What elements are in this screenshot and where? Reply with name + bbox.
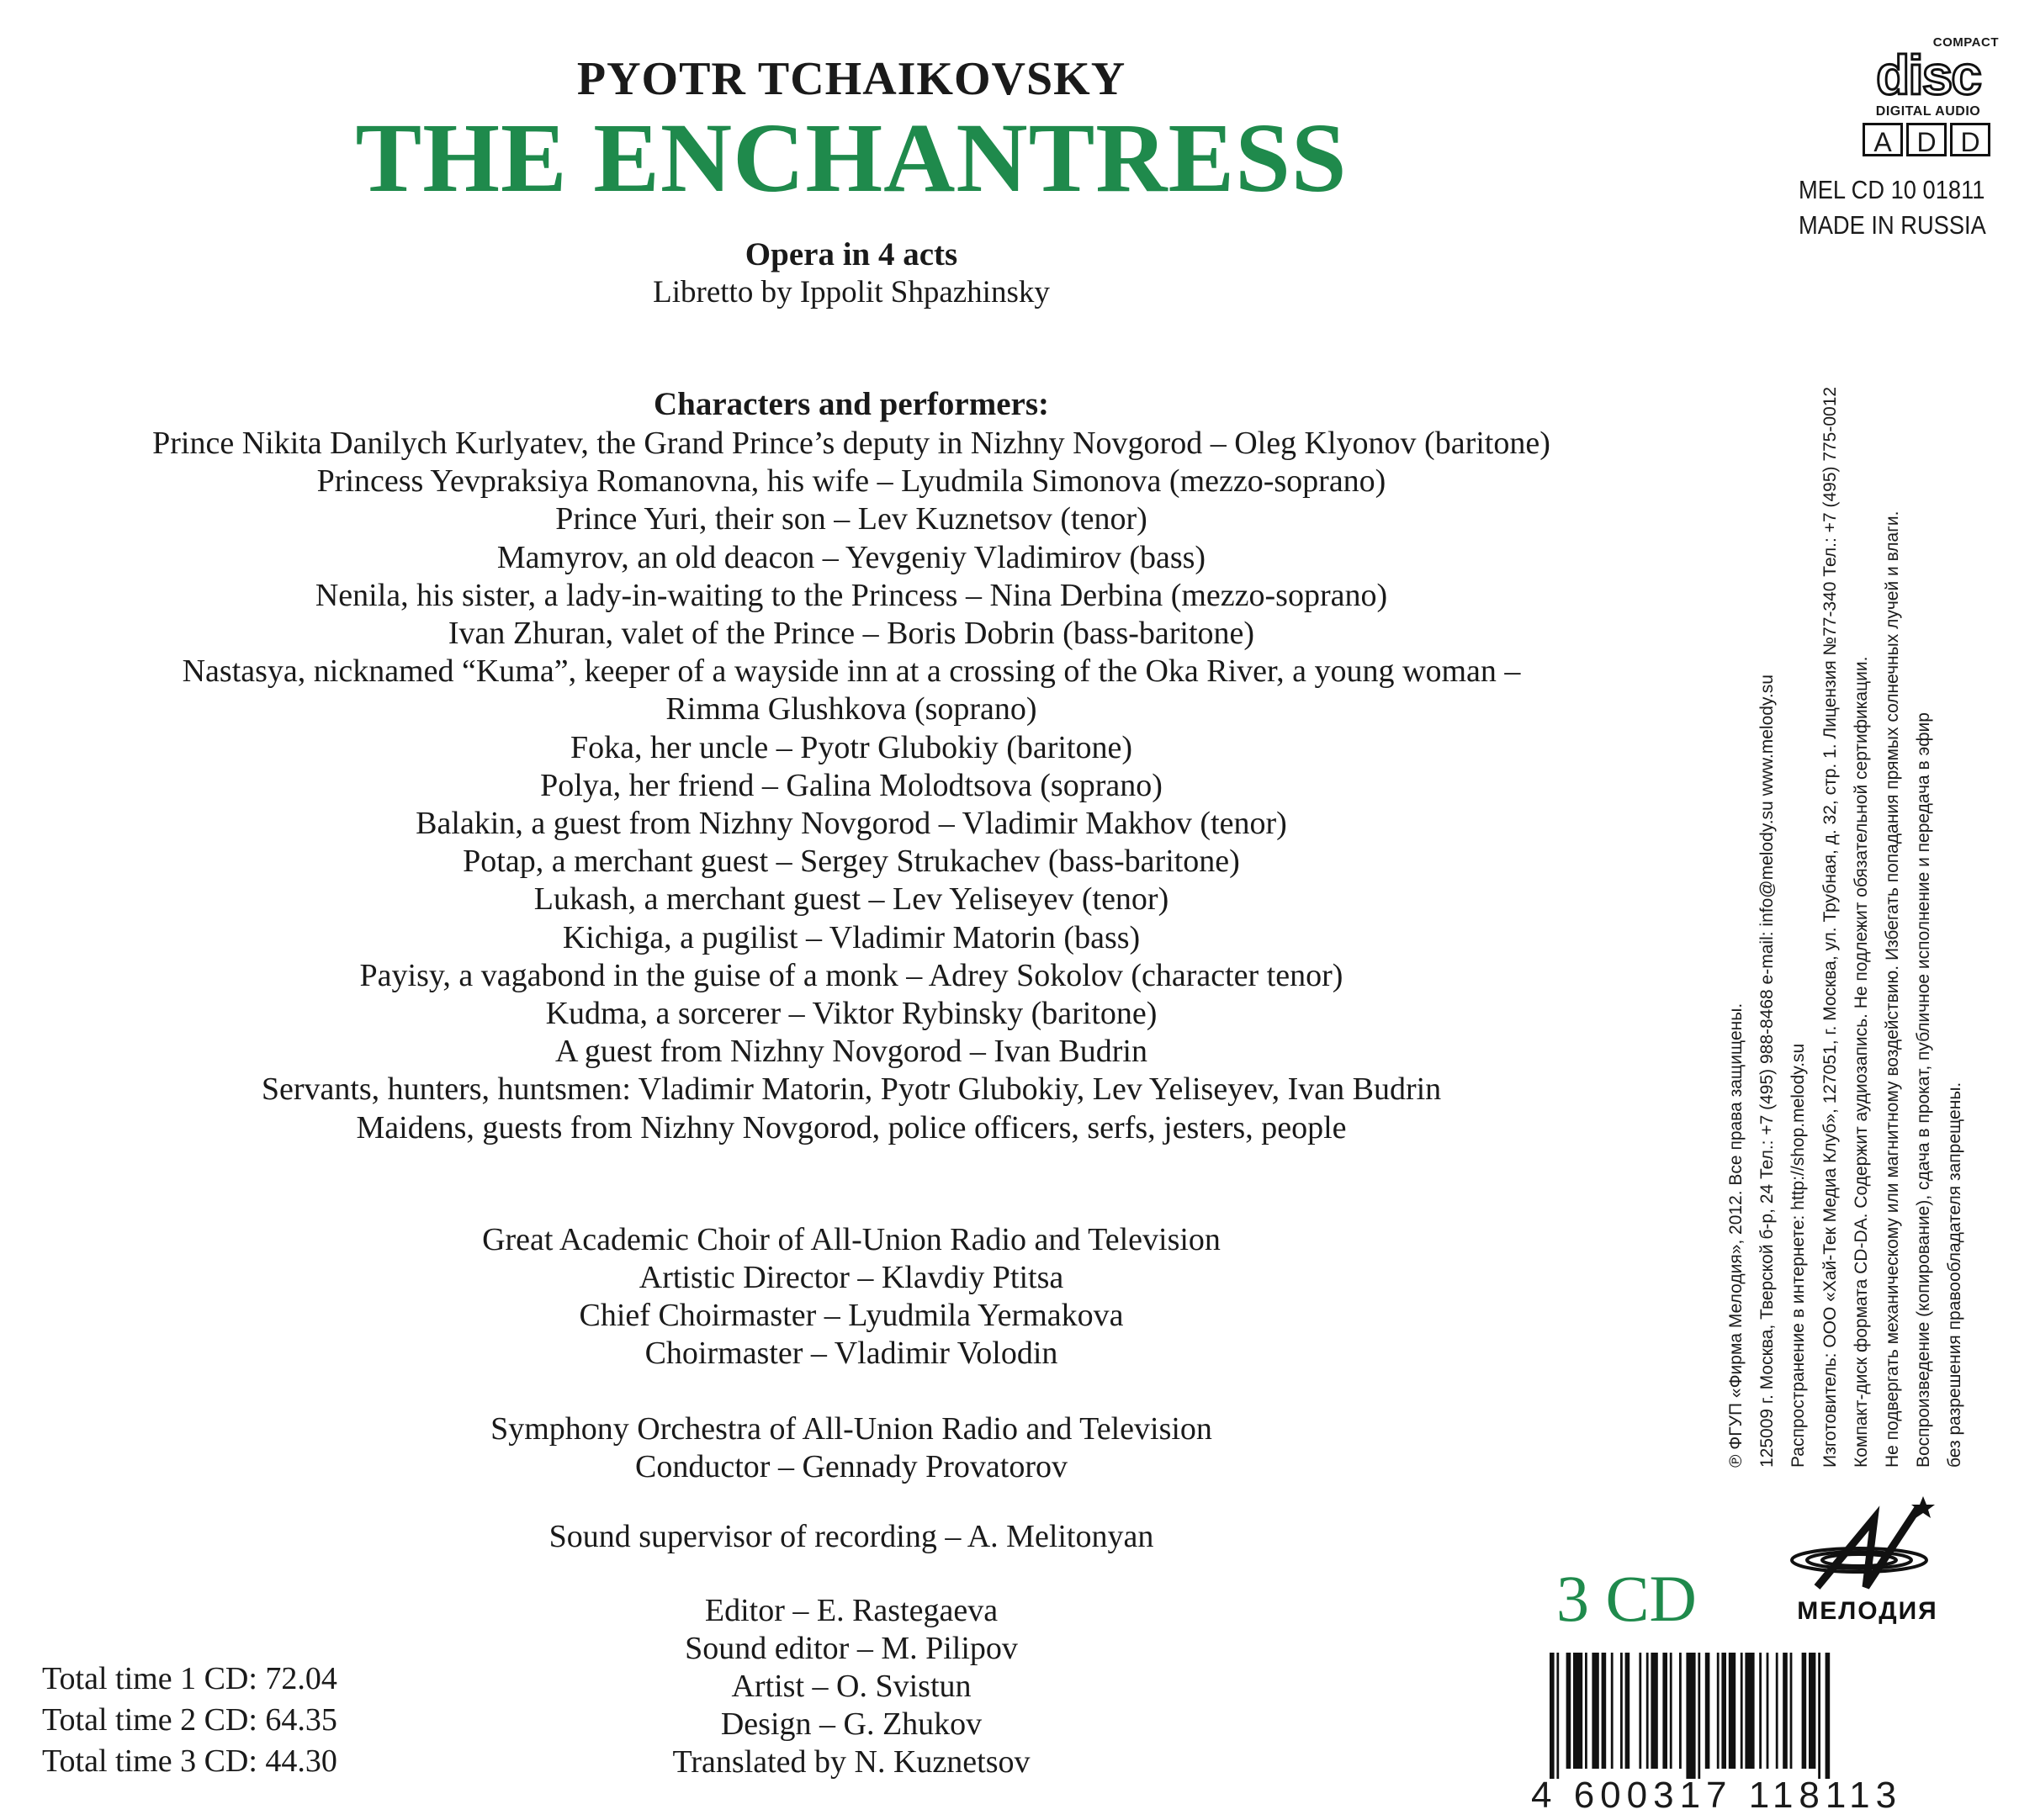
- choir-line: Great Academic Choir of All-Union Radio and Television: [482, 1222, 1221, 1257]
- orchestra-line: Conductor – Gennady Provatorov: [635, 1449, 1068, 1484]
- sparscode-boxes: [1863, 123, 1990, 156]
- legal-line: 125009 г. Москва, Тверской б-р, 24 Тел.: +7 (495) 988-8468 e-mail: info@melody.su www.melody.su: [1757, 675, 1778, 1468]
- cd-logo-digital-audio: DIGITAL AUDIO: [1875, 104, 1981, 119]
- barcode-bar: [1662, 1653, 1667, 1769]
- barcode-bar: [1826, 1653, 1831, 1779]
- barcode-bar: [1745, 1653, 1754, 1769]
- catalog-number: MEL CD 10 01811: [1799, 175, 1985, 204]
- credit-line: Editor – E. Rastegaeva: [704, 1593, 999, 1628]
- orchestra-credits: [0, 1410, 1703, 1486]
- sparscode-letter: A: [1863, 123, 1903, 156]
- legal-line: Распространение в интернете: http://shop.melody.su: [1788, 1043, 1809, 1468]
- barcode-bar: [1705, 1653, 1710, 1769]
- barcode: [1531, 1653, 2002, 1779]
- cast-line: Lukash, a merchant guest – Lev Yeliseyev (tenor): [533, 881, 1169, 918]
- cast-line: Nastasya, nicknamed “Kuma”, keeper of a wayside inn at a crossing of the Oka River, a young woman –: [182, 653, 1521, 690]
- cast-line: Rimma Glushkova (soprano): [665, 691, 1037, 727]
- orchestra-line: Symphony Orchestra of All-Union Radio and Television: [490, 1411, 1212, 1447]
- barcode-bar: [1670, 1653, 1672, 1769]
- cast-line: Prince Nikita Danilych Kurlyatev, the Grand Prince’s deputy in Nizhny Novgorod – Oleg Klyonov (baritone): [152, 426, 1550, 461]
- credit-line: Artist – O. Svistun: [731, 1669, 972, 1704]
- barcode-bar: [1679, 1653, 1682, 1769]
- barcode-bar: [1602, 1653, 1607, 1769]
- cast-line: Balakin, a guest from Nizhny Novgorod – Vladimir Makhov (tenor): [416, 806, 1287, 842]
- barcode-bar: [1783, 1653, 1788, 1769]
- composer-name: PYOTR TCHAIKOVSKY: [576, 53, 1126, 105]
- sound-supervisor: Sound supervisor of recording – A. Melitonyan: [548, 1519, 1154, 1554]
- credit-line: Translated by N. Kuznetsov: [672, 1744, 1031, 1780]
- legal-line: Компакт-диск формата CD-DA. Содержит аудиозапись. Не подлежит обязательной сертификации.: [1851, 656, 1871, 1468]
- barcode-bar: [1717, 1653, 1720, 1769]
- cd-logo-disc: disc: [1875, 44, 1981, 106]
- barcode-bar: [1573, 1653, 1582, 1769]
- total-time-line: Total time 1 CD: 72.04: [42, 1661, 337, 1696]
- cast-list: [0, 425, 1703, 1147]
- cast-line: Servants, hunters, huntsmen: Vladimir Matorin, Pyotr Glubokiy, Lev Yeliseyev, Ivan Budrin: [261, 1071, 1442, 1108]
- barcode-bar: [1729, 1653, 1735, 1769]
- melodia-label: МЕЛОДИЯ: [1797, 1597, 1938, 1625]
- cast-line: Polya, her friend – Galina Molodtsova (soprano): [540, 767, 1163, 803]
- choir-line: Artistic Director – Klavdiy Ptitsa: [639, 1260, 1064, 1295]
- cast-line: Payisy, a vagabond in the guise of a monk – Adrey Sokolov (character tenor): [359, 957, 1343, 993]
- sparscode-letter: D: [1906, 123, 1947, 156]
- barcode-bar: [1790, 1653, 1793, 1769]
- legal-line: Воспроизведение (копирование), сдача в прокат, публичное исполнение и передача в эфир: [1914, 712, 1934, 1468]
- cast-line: Ivan Zhuran, valet of the Prince – Boris Dobrin (bass-baritone): [448, 616, 1255, 652]
- cast-line: Foka, her uncle – Pyotr Glubokiy (baritone): [570, 729, 1133, 765]
- opera-subtitle: Opera in 4 acts: [745, 236, 958, 272]
- cast-line: Princess Yevpraksiya Romanovna, his wife – Lyudmila Simonova (mezzo-soprano): [316, 463, 1386, 500]
- barcode-bar: [1741, 1653, 1743, 1769]
- barcode-bar: [1566, 1653, 1571, 1769]
- barcode-bars-icon: [1531, 1653, 2002, 1779]
- barcode-bar: [1556, 1653, 1559, 1779]
- cast-line: Prince Yuri, their son – Lev Kuznetsov (tenor): [555, 501, 1147, 537]
- cast-line: Maidens, guests from Nizhny Novgorod, police officers, serfs, jesters, people: [356, 1109, 1347, 1145]
- barcode-bar: [1550, 1653, 1555, 1779]
- barcode-bar: [1611, 1653, 1614, 1769]
- cd-logo-compact: COMPACT: [1932, 35, 1999, 50]
- choir-line: Chief Choirmaster – Lyudmila Yermakova: [579, 1298, 1124, 1333]
- legal-line: Не подвергать механическому или магнитному воздействию. Избегать попадания прямых солнечных лучей и влаги.: [1883, 511, 1903, 1468]
- album-title: THE ENCHANTRESS: [355, 103, 1348, 213]
- cast-line: Mamyrov, an old deacon – Yevgeniy Vladimirov (bass): [496, 539, 1206, 575]
- barcode-bar: [1698, 1653, 1700, 1779]
- catalog-info: [1799, 172, 1986, 243]
- barcode-bar: [1592, 1653, 1598, 1769]
- barcode-bar: [1686, 1653, 1695, 1779]
- barcode-bar: [1585, 1653, 1587, 1769]
- barcode-bar: [1721, 1653, 1726, 1769]
- cast-line: Potap, a merchant guest – Sergey Strukachev (bass-baritone): [463, 844, 1240, 880]
- barcode-bar: [1809, 1653, 1815, 1769]
- barcode-bar: [1818, 1653, 1820, 1779]
- barcode-bar: [1625, 1653, 1630, 1769]
- melodia-logo: [1767, 1493, 1969, 1636]
- legal-line: Изготовитель: ООО «Хай-Тек Медиа Клуб», 127051, г. Москва, ул. Трубная, д. 32, стр. 1. Лицензия №77-340 Тел.: +7 (495) 775-0012: [1820, 386, 1840, 1468]
- credit-line: Sound editor – M. Pilipov: [685, 1631, 1018, 1666]
- cast-line: Nenila, his sister, a lady-in-waiting to the Princess – Nina Derbina (mezzo-soprano): [315, 577, 1388, 613]
- cast-line: Kichiga, a pugilist – Vladimir Matorin (bass): [562, 919, 1141, 955]
- barcode-bar: [1639, 1653, 1641, 1769]
- total-time-line: Total time 3 CD: 44.30: [42, 1743, 337, 1779]
- legal-line: ℗ ФГУП «Фирма Мелодия», 2012. Все права защищены.: [1726, 1003, 1746, 1468]
- total-times: [42, 1659, 337, 1782]
- barcode-bar: [1776, 1653, 1778, 1769]
- sparscode-letter: D: [1950, 123, 1990, 156]
- melodia-emblem-icon: [1767, 1493, 1969, 1636]
- cast-line: Kudma, a sorcerer – Viktor Rybinsky (baritone): [545, 996, 1158, 1032]
- legal-notice: [1720, 273, 1971, 1468]
- cast-line: A guest from Nizhny Novgorod – Ivan Budrin: [555, 1034, 1147, 1070]
- barcode-bar: [1620, 1653, 1623, 1769]
- barcode-digits: 4 600317 118113: [1531, 1775, 1903, 1816]
- credit-line: Design – G. Zhukov: [720, 1706, 983, 1742]
- total-time-line: Total time 2 CD: 64.35: [42, 1702, 337, 1738]
- barcode-bar: [1767, 1653, 1769, 1769]
- libretto-credit: Libretto by Ippolit Shpazhinsky: [653, 275, 1050, 310]
- compact-disc-logo: [1857, 35, 1999, 163]
- barcode-bar: [1802, 1653, 1807, 1769]
- choir-credits: [0, 1221, 1703, 1373]
- characters-heading: Characters and performers:: [653, 386, 1050, 422]
- legal-line: без разрешения правообладателя запрещены.: [1945, 1082, 1965, 1468]
- country-of-origin: MADE IN RUSSIA: [1799, 210, 1986, 240]
- barcode-bar: [1651, 1653, 1657, 1769]
- barcode-bar: [1759, 1653, 1762, 1769]
- barcode-bar: [1646, 1653, 1649, 1769]
- disc-count: 3 CD: [1556, 1562, 1697, 1635]
- choir-line: Choirmaster – Vladimir Volodin: [644, 1336, 1058, 1371]
